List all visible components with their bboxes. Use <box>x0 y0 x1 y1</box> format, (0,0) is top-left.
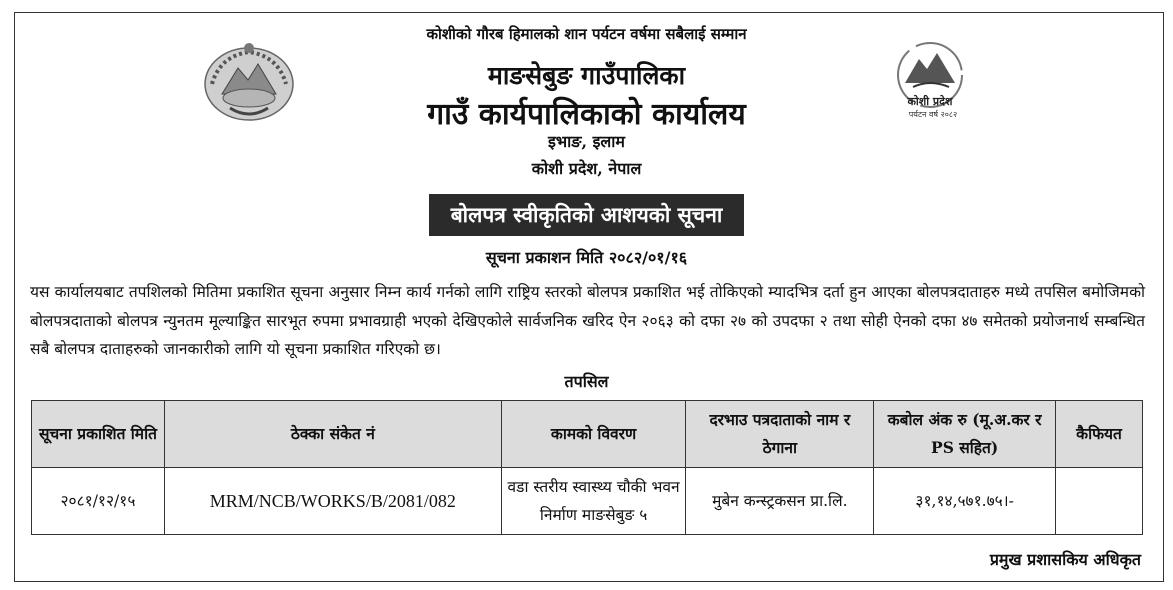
cell-contract-no: MRM/NCB/WORKS/B/2081/082 <box>164 468 501 535</box>
address-line-2: कोशी प्रदेश, नेपाल <box>531 159 642 178</box>
koshi-logo-subtext: पर्यटन वर्ष २०८२ <box>908 110 958 119</box>
col-header-amount: कबोल अंक रु (मू.अ.कर र PS सहित) <box>874 401 1056 468</box>
address-line-1: इभाङ, इलाम <box>548 132 625 151</box>
notice-body: यस कार्यालयबाट तपशिलको मितिमा प्रकाशित सूचना अनुसार निम्न कार्य गर्नको लागि राष्ट्रिय स्तरको बोलपत्र प्रकाशित भई तोकिएको म्यादभित्र दर्ता हुन आएका बोलपत्रदाताहरु मध्ये तपसिल बमोजिमको बोलपत्रदाताको बोलपत्र न्युनतम मूल्याङ्कित सारभूत रुपमा प्रभावग्राही भएको देखिएकोले सार्वजनिक खरिद ऐन २०६३ को दफा २७ को उपदफा २ तथा सोही ऐनको दफा ४७ समेतको प्रयोजनार्थ सम्बन्धित सबै बोलपत्र दाताहरुको जानकारीको लागि यो सूचना प्रकाशित गरिएको छ। <box>30 283 1145 358</box>
cell-amount: ३१,१४,५७१.७५।- <box>874 468 1056 535</box>
col-header-bidder: दरभाउ पत्रदाताको नाम र ठेगाना <box>686 401 874 468</box>
org-name: माङसेबुङ गाउँपालिका <box>487 61 686 90</box>
title-banner <box>0 194 1173 236</box>
details-heading: तपसिल <box>564 372 609 391</box>
col-header-description: कामको विवरण <box>501 401 686 468</box>
publish-date: सूचना प्रकाशन मिति २०८२/०१/१६ <box>485 248 688 267</box>
col-header-date: सूचना प्रकाशित मिति <box>32 401 165 468</box>
table-row <box>32 468 1143 535</box>
col-header-contract-no: ठेक्का संकेत नं <box>164 401 501 468</box>
tagline: कोशीको गौरब हिमालको शान पर्यटन वर्षमा सबैलाई सम्मान <box>426 25 747 43</box>
koshi-logo-text: कोशी प्रदेश <box>907 95 953 108</box>
table-header-row <box>32 401 1143 468</box>
cell-date: २०८१/१२/१५ <box>32 468 165 535</box>
office-name: गाउँ कार्यपालिकाको कार्यालय <box>427 97 746 132</box>
cell-bidder: मुबेन कन्स्ट्रकसन प्रा.लि. <box>686 468 874 535</box>
col-header-remarks: कैफियत <box>1056 401 1143 468</box>
signature: प्रमुख प्रशासकिय अधिकृत <box>989 550 1141 569</box>
cell-remarks <box>1056 468 1143 535</box>
details-table <box>31 400 1143 535</box>
cell-description: वडा स्तरीय स्वास्थ्य चौकी भवन निर्माण माङसेबुङ ५ <box>501 468 686 535</box>
notice-title: बोलपत्र स्वीकृतिको आशयको सूचना <box>429 194 745 236</box>
